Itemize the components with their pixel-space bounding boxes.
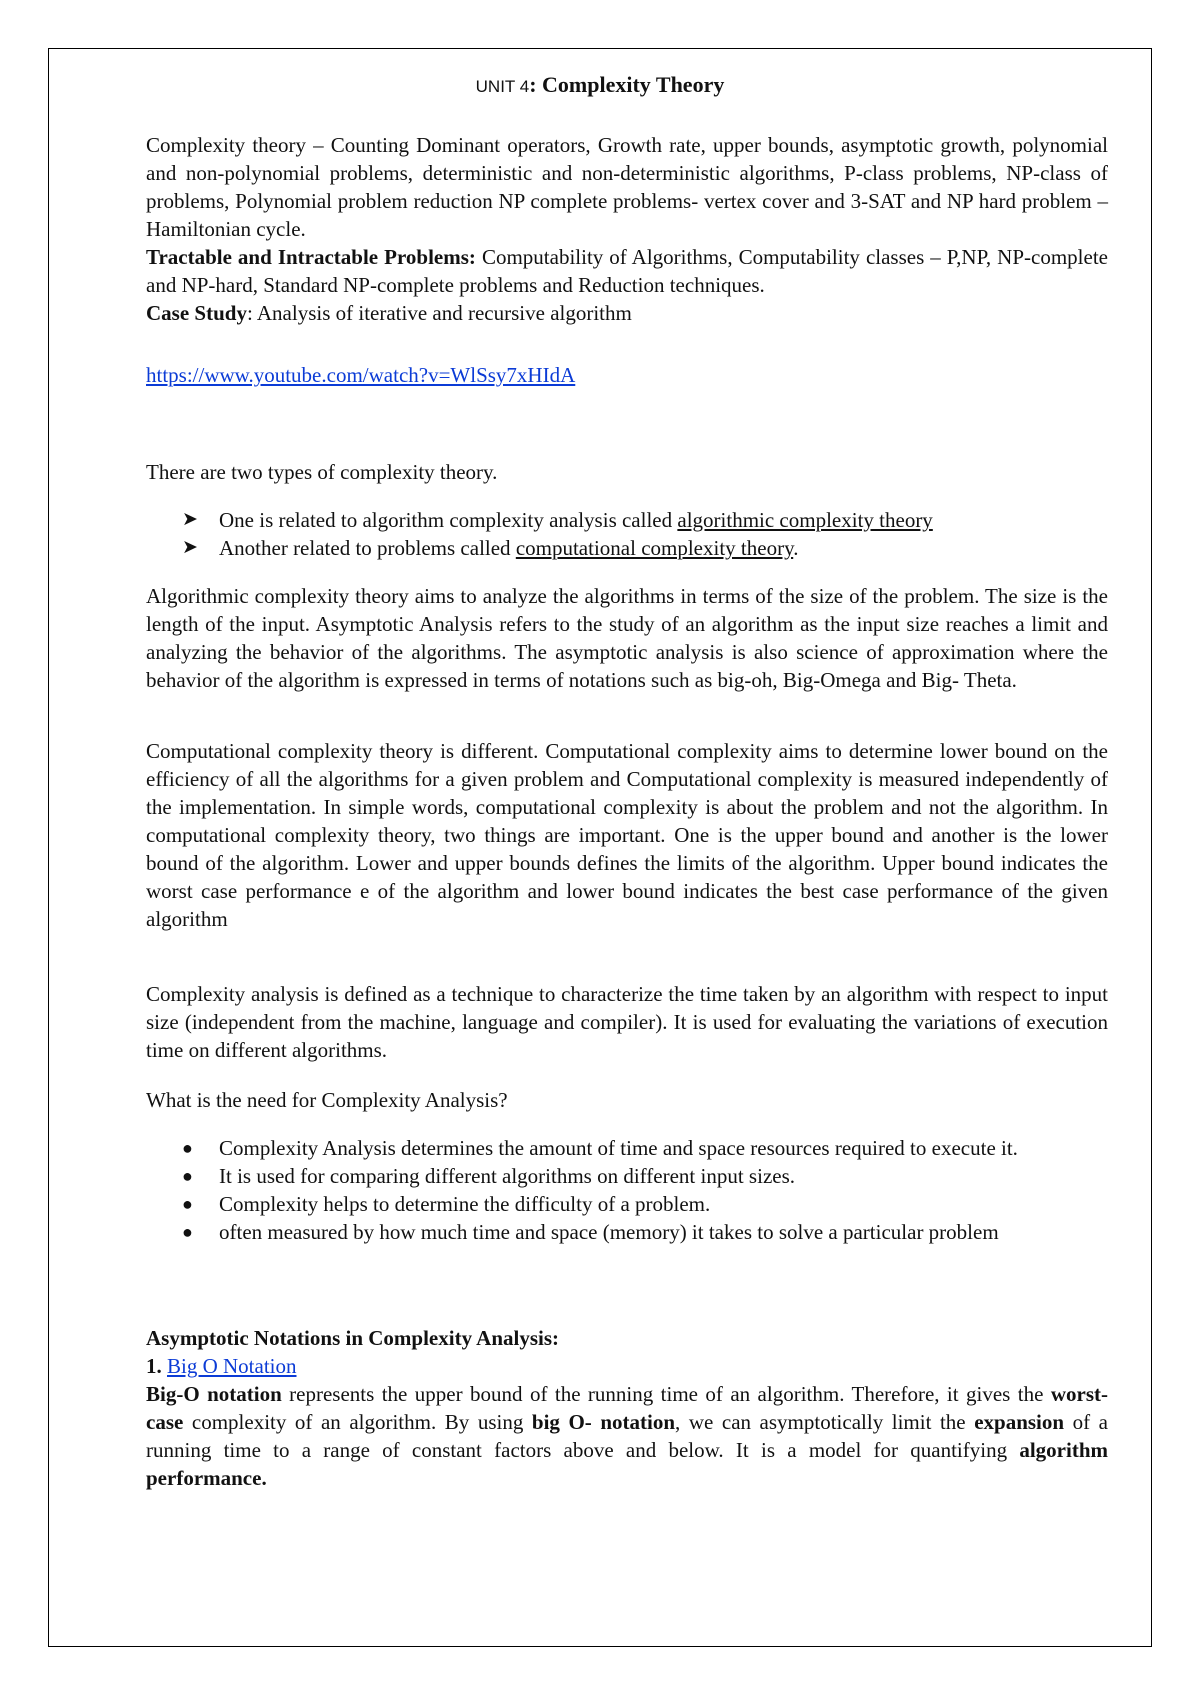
asymptotic-section [146,1324,1108,1492]
bullet-icon: ● [182,1138,193,1158]
youtube-link[interactable]: https://www.youtube.com/watch?v=WlSsy7xHIdA [146,363,576,387]
computational-section [146,737,1108,933]
algorithmic-complexity-term: algorithmic complexity theory [677,508,933,532]
computational-paragraph: Computational complexity theory is different. Computational complexity aims to determine lower bound on the efficiency of all the algorithms for a given problem and Computational complexity is measured independently of the implementation. In simple words, computational complexity is about the problem and not the algorithm. In computational complexity theory, two things are important. One is the upper bound and another is the lower bound of the algorithm. Lower and upper bounds defines the limits of the algorithm. Upper bound indicates the worst case performance e of the algorithm and lower bound indicates the best case performance of the given algorithm [146,739,1108,931]
tractable-text: Computability of Algorithms, Computability classes – P,NP, NP-complete and NP-hard, Standard NP-complete problems and Reduction techniques. [146,245,1108,297]
page-title [0,72,1200,98]
list-item: ● Complexity helps to determine the difficulty of a problem. [182,1192,711,1216]
need-list [146,1134,1144,1246]
intro-paragraph: Complexity theory – Counting Dominant operators, Growth rate, upper bounds, asymptotic growth, polynomial and non-polynomial problems, deterministic and non-deterministic algorithms, P-class problems, NP-class of problems, Polynomial problem reduction NP complete problems- vertex cover and 3-SAT and NP hard problem – Hamiltonian cycle. [146,133,1108,241]
title-separator: : [529,72,543,97]
bullet-icon: ● [182,1222,193,1242]
analysis-section [146,980,1108,1064]
unit-label: UNIT 4 [475,77,530,96]
list-item: ➤ One is related to algorithm complexity analysis called algorithmic complexity theory [182,508,933,532]
big-o-paragraph: Big-O notation represents the upper bound of the running time of an algorithm. Therefore, it gives the worst-case complexity of an algorithm. By using big O- notation, we can asymptotically limit the expansion of a running time to a range of constant factors above and below. It is a model for quantifying algorithm performance. [146,1382,1108,1490]
asymptotic-heading: Asymptotic Notations in Complexity Analysis: [146,1326,560,1350]
tractable-label: Tractable and Intractable Problems: [146,245,476,269]
list-item: ● often measured by how much time and space (memory) it takes to solve a particular problem [182,1220,999,1244]
item-number: 1. [146,1354,162,1378]
types-lead: There are two types of complexity theory. [146,460,498,484]
algorithmic-paragraph: Algorithmic complexity theory aims to analyze the algorithms in terms of the size of the problem. The size is the length of the input. Asymptotic Analysis refers to the study of an algorithm as the input size reaches a limit and analyzing the behavior of the algorithms. The asymptotic analysis is also science of approximation where the behavior of the algorithm is expressed in terms of notations such as big-oh, Big-Omega and Big- Theta. [146,584,1108,692]
big-o-item [146,1352,1108,1380]
tractable-paragraph [146,243,1108,299]
list-item: ● Complexity Analysis determines the amount of time and space resources required to execute it. [182,1136,1018,1160]
bullet-icon: ● [182,1166,193,1186]
bullet-icon: ● [182,1194,193,1214]
list-item: ● It is used for comparing different algorithms on different input sizes. [182,1164,796,1188]
arrow-bullet-icon: ➤ [182,509,198,530]
need-section [146,1086,1108,1246]
case-study-label: Case Study [146,301,247,325]
list-item: ➤ Another related to problems called computational complexity theory. [182,536,799,560]
arrow-bullet-icon: ➤ [182,537,198,558]
need-question: What is the need for Complexity Analysis? [146,1088,508,1112]
case-study-paragraph [146,299,1108,327]
intro-section [146,131,1108,327]
big-o-notation-link[interactable]: Big O Notation [167,1354,297,1378]
types-section [146,458,1108,562]
case-study-text: : Analysis of iterative and recursive algorithm [246,301,632,325]
computational-complexity-term: computational complexity theory [515,536,794,560]
analysis-paragraph: Complexity analysis is defined as a technique to characterize the time taken by an algorithm with respect to input size (independent from the machine, language and compiler). It is used for evaluating the variations of execution time on different algorithms. [146,982,1108,1062]
title-name: Complexity Theory [542,72,725,97]
algorithmic-section [146,582,1108,694]
types-list [146,506,1108,562]
video-link-section [146,361,1108,389]
